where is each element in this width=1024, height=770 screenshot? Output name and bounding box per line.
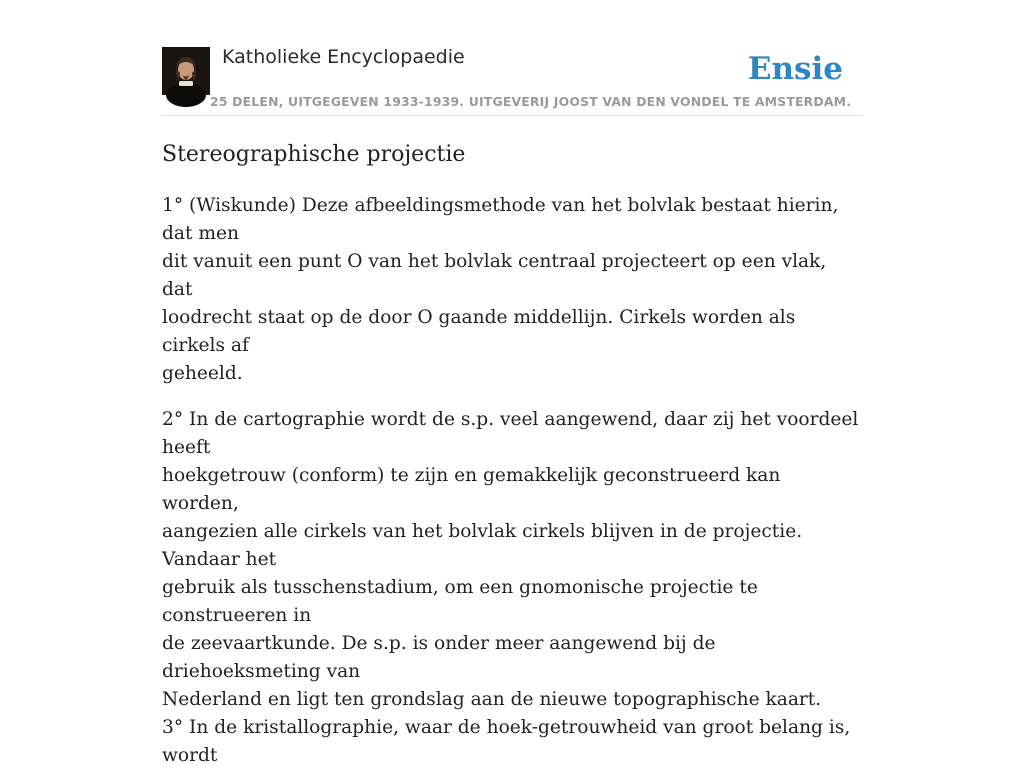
- avatar[interactable]: [162, 47, 210, 95]
- portrait-avatar-icon: [162, 47, 210, 95]
- article-title: Stereographische projectie: [162, 142, 466, 167]
- site-title[interactable]: Katholieke Encyclopaedie: [222, 46, 465, 68]
- site-header: [162, 44, 862, 116]
- article-paragraph-3: 3° In de kristallographie, waar de hoek-getrouwheid van groot belang is, wordt: [162, 717, 851, 766]
- article-paragraph-2: 2° In de cartographie wordt de s.p. veel aangewend, daar zij het voordeel heeft hoekgetrouw (conform) te zijn en gemakkelijk geconstrueerd kan worden, aangezien alle cirkels van het bolvlak cirkels blijven in de projectie. Vandaar het gebruik als tusschenstadium, om een gnomonische projectie te construeeren in de zeevaartkunde. De s.p. is onder meer aangewend bij de driehoeksmeting van Nederland en ligt ten grondslag aan de nieuwe topographische kaart.: [162, 409, 859, 710]
- brand-logo[interactable]: Ensie: [747, 51, 843, 87]
- article: [162, 140, 862, 770]
- article-paragraph-1: 1° (Wiskunde) Deze afbeeldingsmethode van het bolvlak bestaat hierin, dat men dit vanuit een punt O van het bolvlak centraal projecteert op een vlak, dat loodrecht staat op de door O gaande middellijn. Cirkels worden als cirkels af geheeld.: [162, 195, 839, 384]
- site-subtitle: 25 DELEN, UITGEGEVEN 1933-1939. UITGEVERIJ JOOST VAN DEN VONDEL TE AMSTERDAM.: [210, 94, 852, 109]
